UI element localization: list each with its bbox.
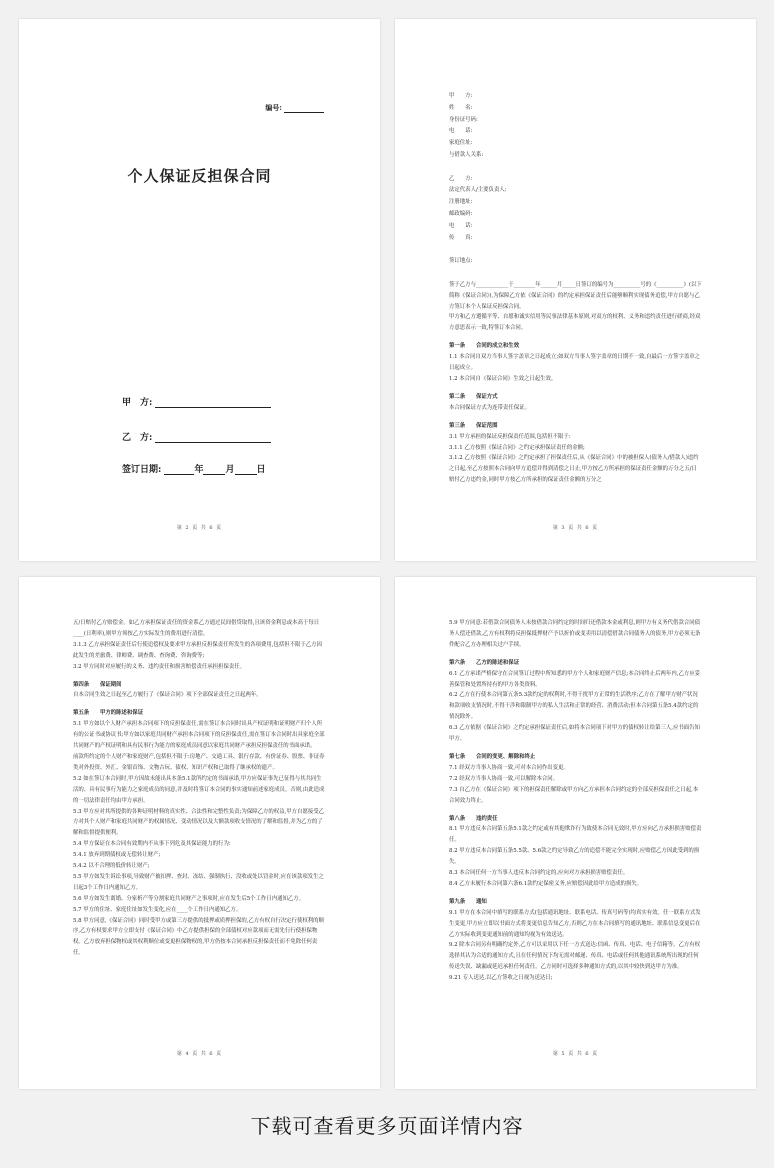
clause-text: 本合同保证方式为连带责任保证。: [449, 404, 530, 411]
clause-heading: 第五条 甲方的陈述和保证: [73, 710, 144, 717]
clause-heading: 第四条 保证期间: [73, 681, 122, 688]
clause-heading: 第七条 合同的变更、解除和终止: [449, 753, 536, 760]
clause-text: 9.2 除本合同另有明确约定外,乙方可以采用以下任一方式送达:信函、传真、电话、电子信箱等。乙方有权选择其认为合适的通知方式,且在任何情况下均无需对邮递、传真、电话或任何其他通讯系统所出现的任何传送失误、缺漏或延迟承担任何责任。乙方同时可选择多种通知方式的,以其中较快到达甲方为准。: [449, 942, 701, 971]
clause-text: 6.1 乙方承诺严格保守在合同签订过程中所知悉的甲方个人和家庭财产信息;本合同终止后两年内,乙方应妥善保管和处置所持有的甲方各类资料。: [449, 670, 701, 688]
day-label: 日: [256, 465, 266, 475]
year-label: 年: [194, 465, 204, 475]
clause-text: 5.6 甲方如发生离婚、分家析产等分割家庭共同财产之事项时,应在发生后5个工作日内通知乙方。: [73, 895, 305, 902]
page-body: [449, 91, 702, 486]
page-parties: [395, 19, 756, 561]
sign-date-label: 签订日期:: [122, 465, 162, 475]
party-field: 姓 名:: [449, 104, 473, 111]
party-field: 注册地址:: [449, 199, 473, 206]
clause-text: 5.2 如在签订本合同时,甲方因故未能出具本条5.1款所约定的书面承诺,甲方应保证事先已征得与其共同生活的、具有民事行为能力之家庭成员的同意,并及时将签订本合同的事实通知前述家庭成员。否则,由此造成的一切法律责任均由甲方承担。: [73, 775, 325, 804]
continued-text: [449, 618, 702, 651]
party-info: [449, 91, 702, 280]
contract-title: 个人保证反担保合同: [127, 167, 272, 185]
clause-text: 5.4.1 放弃到期债权或无偿转让财产;: [73, 852, 161, 859]
contract-number-label: 编号:: [265, 103, 282, 112]
clauses: [73, 680, 326, 960]
month-label: 月: [225, 465, 235, 475]
party-field: 电 话:: [449, 128, 473, 135]
month-blank: [203, 465, 225, 475]
sign-date-row: [122, 462, 266, 475]
paragraph: 五/日赔付乙方赔偿金。如乙方承担保证责任的资金系乙方通过民间借贷取得,且该资金利息或本高于每日____(日利率),则甲方须按乙方实际发生的费用进行清偿。: [73, 620, 320, 637]
clause-heading: 第一条 合同的成立和生效: [449, 343, 520, 350]
clause-text: 5.8 甲方同意,《保证合同》同时受甲方或第三方提供的抵押或质押担保的,乙方有权自行决定行使权利的顺序,乙方有权要求甲方立即支付《保证合同》中乙方提供担保的全部债权对应款项而无需先行行使担保物权。乙方放弃担保物权或其权利顺位或变更担保物权的,甲方仍按本合同承担反担保责任而不免除任何责任。: [73, 917, 324, 957]
party-field: 法定代表人/主要负责人:: [449, 187, 507, 194]
clause-text: 3.1 甲方承担的保证反担保责任范围,包括但不限于:: [449, 433, 571, 440]
clause-heading: 第二条 保证方式: [449, 393, 498, 400]
party-b-blank: [155, 433, 271, 443]
page-number: 第 5 页 共 6 页: [552, 1051, 599, 1057]
clause-text: 6.3 乙方依据《保证合同》之约定承担保证责任后,如将本合同项下对甲方的债权转让给第三人,应书面告知甲方。: [449, 725, 700, 743]
clause-text: 3.1.2 乙方按照《保证合同》之约定承担了担保责任后,从《保证合同》中的被担保人(债务人/借款人)违约之日起,至乙方按照本合同向甲方追偿并得到清偿之日止,甲方按乙方所承担的保证责任金额的万分之五/日赔付乙方违约金,同时甲方按乙方所承担的保证责任金额的万分之: [449, 455, 699, 484]
party-field: 邮政编码:: [449, 210, 473, 217]
party-a-blank: [155, 398, 271, 408]
party-field: 家庭住址:: [449, 140, 473, 147]
page-cover: [19, 19, 380, 561]
clause-text: 5.5 甲方如发生诉讼事项,导致财产被扣押、查封、冻结、强制执行、没收或处以罚金时,应在该款项发生之日起3个工作日内通知乙方。: [73, 873, 324, 891]
page-number: 第 3 页 共 6 页: [552, 525, 599, 531]
clause-text: 5.4.2 以不合理的低价转让财产;: [73, 863, 150, 870]
party-field: 身份证号码:: [449, 116, 478, 123]
party-b-row: [122, 430, 271, 443]
party-field: [449, 162, 702, 174]
clause-heading: 第九条 通知: [449, 898, 487, 905]
paragraph: 甲方和乙方遵循平等、自愿和诚实信用等民事法律基本原则,对双方的权利、义务和违约责任进行磋商,经双方意思表示一致,特签订本合同。: [449, 314, 701, 332]
clause-text: 1.1 本合同自双方当事人签字盖章之日起成立;如双方当事人签字盖章的日期不一致,自最后一方签字盖章之日起成立。: [449, 354, 701, 372]
clause-text: 5.1 甲方如以个人财产承担本合同项下的反担保责任,需在签订本合同时出具产权证明和证明财产归个人所有的公证书或协议书;甲方如以家庭共同财产承担本合同项下的反担保责任,需在签订本合同时出具家庭全部共同财产的产权证明和具有民事行为能力的家庭成员同意以家庭共同财产承担反担保责任的书面承诺。: [73, 721, 325, 750]
clause-text: 7.2 经双方当事人协商一致,可以解除本合同。: [449, 775, 559, 782]
clauses: [449, 341, 702, 486]
contract-number-blank: [284, 105, 324, 113]
clause-text: 7.3 自乙方在《保证合同》项下的担保责任解除或甲方向乙方承担本合同约定的全部反担保责任之日起,本合同效力终止。: [449, 786, 699, 804]
contract-number: [265, 103, 324, 113]
clause-text: 7.1 经双方当事人协商一致,可对本合同作出变更。: [449, 764, 569, 771]
page-number: 第 2 页 共 6 页: [176, 525, 223, 531]
party-field: 签订地点:: [449, 258, 473, 265]
party-field: [449, 244, 702, 256]
year-blank: [164, 465, 194, 475]
clause-text: 8.2 甲方违反本合同第五条5.5款、5.6款之约定导致乙方的追偿不能完全实现时,应赔偿乙方因此受到的损失。: [449, 848, 700, 866]
clause-text: 1.2 本合同自《保证合同》生效之日起生效。: [449, 376, 557, 382]
clause-text: 5.3 甲方应对其所提供的各种证明材料的真实性、合法性和完整性负责;为保障乙方的权益,甲方自愿接受乙方对其个人财产和家庭共同财产的权属情况、变动情况以及大额款项收支情况的了解和监督,并为乙方的了解和监督提供便利。: [73, 808, 325, 837]
clause-heading: 第六条 乙方的陈述和保证: [449, 659, 520, 666]
page-number: 第 4 页 共 6 页: [176, 1051, 223, 1057]
clause-text: 5.4 甲方保证在本合同有效期内不从事下列危及其保证能力的行为:: [73, 841, 231, 848]
clauses: [449, 658, 702, 984]
party-field: 与借款人关系:: [449, 151, 484, 158]
paragraph: 3.1.3 乙方承担保证责任后行使追偿权及要求甲方承担反担保责任所发生的各项费用,包括但不限于乙方因此发生的差旅费、律师费、调查费、查询费、咨询费等;: [73, 641, 322, 659]
clause-heading: 第三条 保证范围: [449, 422, 498, 429]
party-field: 电 话:: [449, 222, 473, 229]
party-field: 甲 方:: [449, 93, 473, 99]
clause-text: 5.7 甲方的住址、家庭住址如发生变化,应在____个工作日内通知乙方。: [73, 906, 242, 913]
page-clauses-b: [395, 577, 756, 1089]
clause-text: 6.2 乙方在行使本合同第五条5.3款约定的权利时,不得干扰甲方正常的生活秩序;乙方在了解甲方财产状况和款项收支情况时,不得干涉和限制甲方的私人生活和正常的经营、消费活动;但本合同第五条5.4款约定的情况除外。: [449, 692, 699, 721]
clause-text: 前款所约定的个人财产和家庭财产,包括但不限于:房地产、交通工具、银行存款、有价证券、股票、非证券类对外投资、外汇、金银首饰、文物古玩、债权、知识产权和已取得了继承权的遗产。: [73, 753, 325, 771]
clause-text: 9.21 专人送达,以乙方签收之日视为送达日;: [449, 975, 553, 982]
party-field: 乙 方:: [449, 175, 473, 182]
page-body: [73, 618, 326, 959]
paragraph: 3.2 甲方同时对应履行的义务、违约责任和损害赔偿责任承担担保责任。: [73, 663, 246, 670]
clause-text: 3.1.1 乙方按照《保证合同》之约定承担保证责任的金额;: [449, 444, 585, 451]
preamble: [449, 280, 702, 335]
clause-text: 9.1 甲方在本合同中填写的联系方式(包括通讯地址、联系电话、传真号码等)均真实有效。任一联系方式发生变更,甲方应立即以书面方式将变更信息告知乙方,否则乙方在本合同填写的通讯地址、联系信息变更后在乙方实际收到变更通知前的通知均视为有效送达。: [449, 909, 701, 938]
clause-text: 8.3 本合同任何一方当事人违反本合同约定的,应向对方承担损害赔偿责任。: [449, 870, 629, 877]
clause-text: 自本合同生效之日起至乙方履行了《保证合同》项下全部保证责任之日起两年。: [73, 692, 262, 699]
paragraph: 签于乙方与____________于________年______月_____日签订的编号为__________号的《__________》(以下简称《保证合同》),为保障乙方依《保证合同》的约定承担保证责任后能够顺利实现债务追偿,甲方自愿与乙方签订本个人保证反担保合同。: [449, 281, 702, 310]
party-field: [449, 268, 702, 280]
party-a-label: 甲 方:: [122, 398, 153, 408]
continued-text: [73, 618, 326, 673]
clause-heading: 第八条 违约责任: [449, 815, 498, 822]
party-field: 传 真:: [449, 234, 473, 241]
day-blank: [235, 465, 257, 475]
page-body: [449, 618, 702, 984]
clause-text: 8.4 乙方未履行本合同第六条6.1款约定保密义务,应赔偿因此给甲方造成的损失。: [449, 880, 643, 887]
party-b-label: 乙 方:: [122, 433, 153, 443]
clause-text: 8.1 甲方违反本合同第五条5.1款之约定或有其他欺诈行为致使本合同无效时,甲方应向乙方承担损害赔偿责任。: [449, 826, 702, 844]
party-a-row: [122, 395, 271, 408]
paragraph: 5.9 甲方同意:若借款合同债务人未按借款合同约定的时间归还借款本金或利息,则甲方有义务代借款合同债务人偿还借款,乙方有权利将反担保抵押财产予以折价或变卖用以清偿借款合同债务人的债务,甲方必须无条件配合乙方办理相关过户手续。: [449, 620, 701, 648]
download-caption: 下载可查看更多页面详情内容: [250, 1114, 524, 1138]
page-clauses-a: [19, 577, 380, 1089]
